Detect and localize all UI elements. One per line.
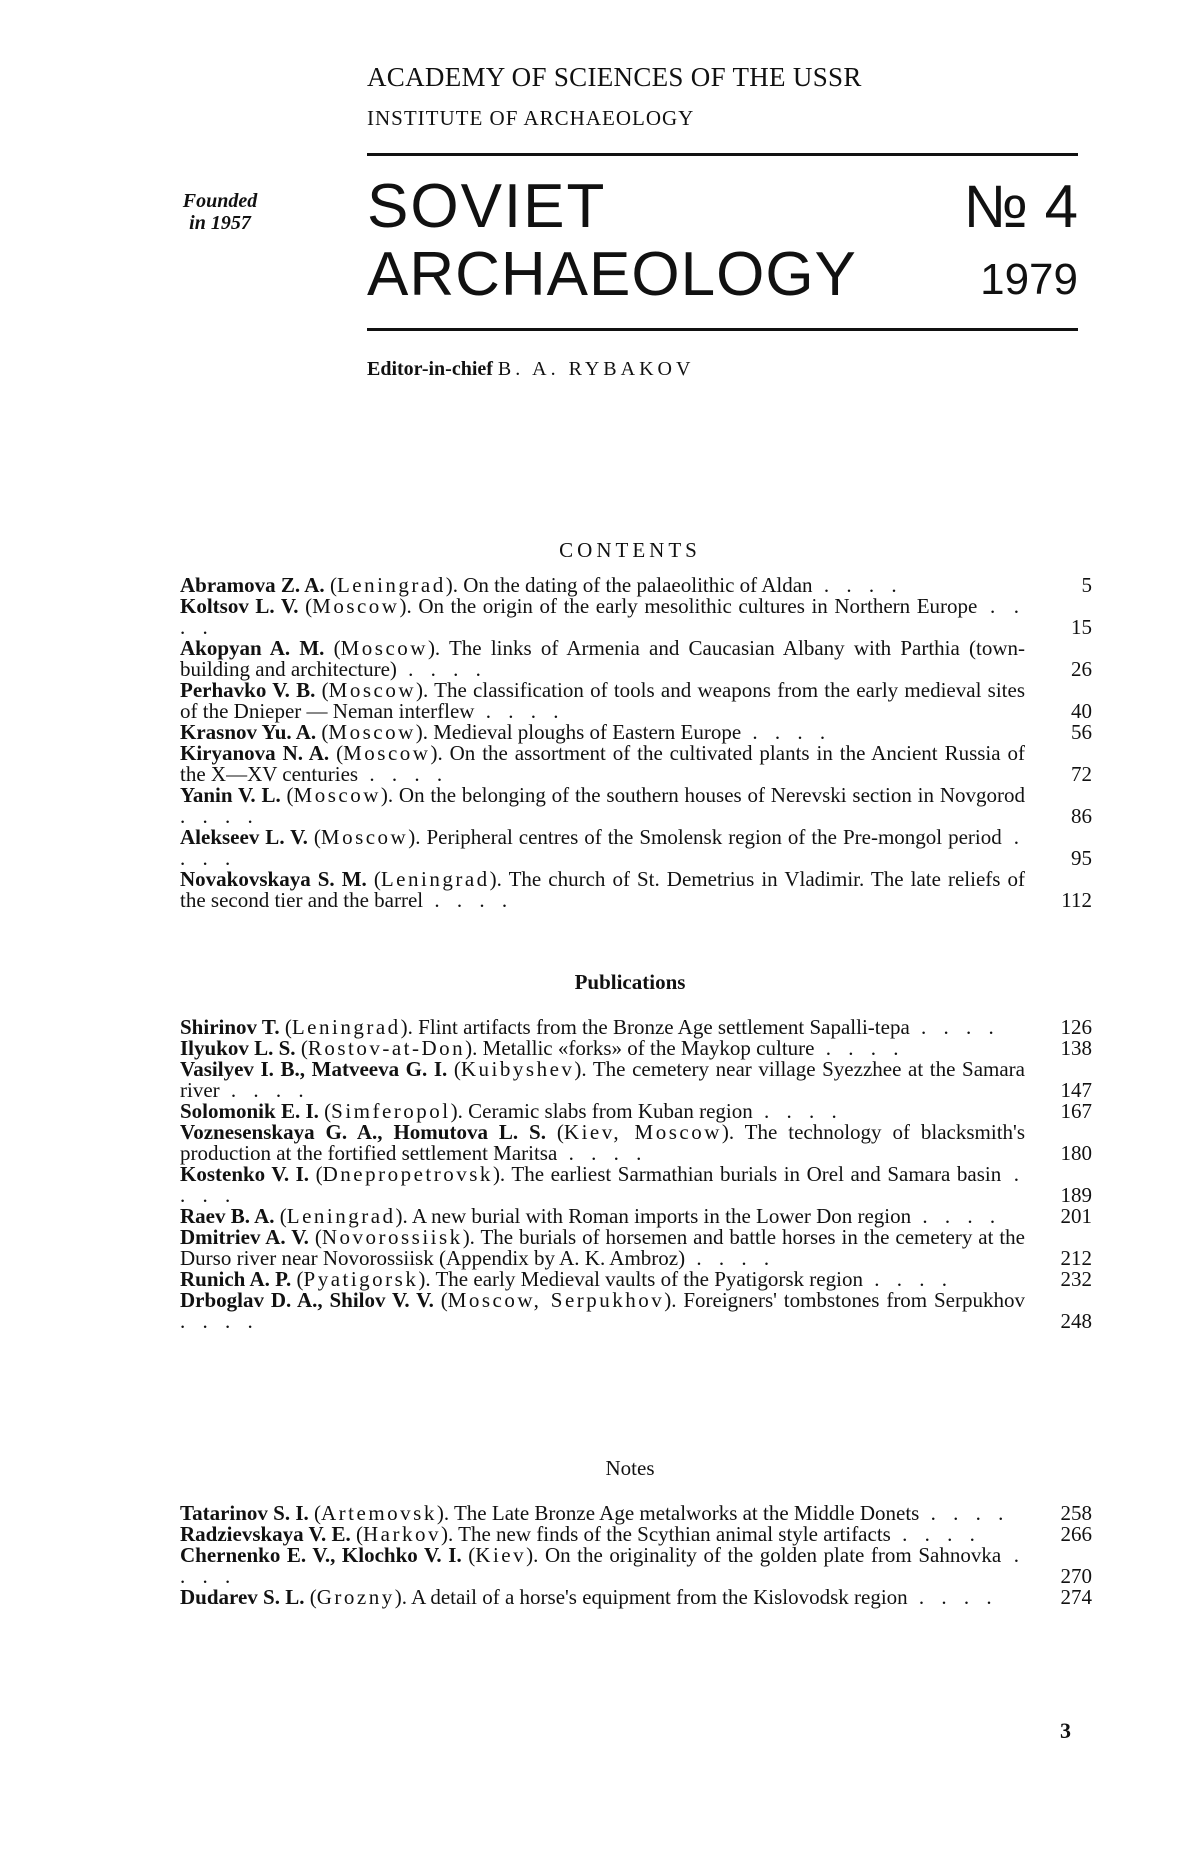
entry-city: Dnepropetrovsk — [322, 1162, 493, 1186]
entry-city: Moscow — [293, 783, 381, 807]
entry-page: 167 — [1060, 1099, 1092, 1123]
toc-entry — [180, 680, 1092, 722]
entry-page: 15 — [1071, 615, 1092, 639]
entry-title: The burials of horsemen and battle horses in the cemetery at the Durso river near Novorossiisk (Appendix by A. K. Ambroz) — [180, 1225, 1025, 1270]
entry-title: A new burial with Roman imports in the Lower Don region — [411, 1204, 912, 1228]
entry-page: 266 — [1060, 1522, 1092, 1546]
dot-leader: . . . . — [180, 1543, 1026, 1588]
entry-page: 147 — [1060, 1078, 1092, 1102]
entry-city: Moscow — [343, 741, 431, 765]
issue-year: 1979 — [980, 255, 1078, 304]
entry-city: Novorossiisk — [321, 1225, 463, 1249]
entry-author: Akopyan A. M. — [180, 636, 325, 660]
entry-text: Radzievskaya V. E. (Harkov). The new finds of the Scythian animal style artifacts . . . . — [180, 1522, 981, 1546]
entry-city: Moscow, Serpukhov — [447, 1288, 665, 1312]
journal-title-line2: ARCHAEOLOGY — [367, 240, 857, 309]
entry-city: Kiev, Moscow — [563, 1120, 722, 1144]
dot-leader: . . . . — [180, 1162, 1026, 1207]
entry-city: Harkov — [363, 1522, 441, 1546]
entry-page: 95 — [1071, 846, 1092, 870]
entry-page: 138 — [1060, 1036, 1092, 1060]
entry-text: Drboglav D. A., Shilov V. V. (Moscow, Serpukhov). Foreigners' tombstones from Serpukhov . . . . — [180, 1288, 1025, 1333]
entry-page: 274 — [1060, 1585, 1092, 1609]
publications-list — [180, 1017, 1092, 1332]
entry-title: On the belonging of the southern houses of Nerevski section in Novgorod — [398, 783, 1025, 807]
entry-city: Moscow — [320, 825, 409, 849]
entry-text: Solomonik E. I. (Simferopol). Ceramic slabs from Kuban region . . . . — [180, 1099, 843, 1123]
entry-author: Kiryanova N. A. — [180, 741, 330, 765]
entry-author: Drboglav D. A., Shilov V. V. — [180, 1288, 434, 1312]
dot-leader: . . . . — [890, 1522, 981, 1546]
toc-entry — [180, 1017, 1092, 1038]
dot-leader: . . . . — [180, 825, 1026, 870]
toc-entry — [180, 1164, 1092, 1206]
toc-entry — [180, 1059, 1092, 1101]
entry-page: 248 — [1060, 1309, 1092, 1333]
entry-text: Perhavko V. B. (Moscow). The classification of tools and weapons from the early medieval sites of the Dnieper — Neman interflew . . . . — [180, 678, 1025, 723]
entry-author: Tatarinov S. I. — [180, 1501, 309, 1525]
founded-note — [160, 190, 280, 234]
page-number: 3 — [1060, 1718, 1071, 1743]
entry-author: Raev B. A. — [180, 1204, 275, 1228]
dot-leader: . . . . — [685, 1246, 776, 1270]
entry-page: 56 — [1071, 720, 1092, 744]
toc-entry — [180, 722, 1092, 743]
entry-text: Abramova Z. A. (Leningrad). On the dating of the palaeolithic of Aldan . . . . — [180, 573, 903, 597]
entry-city: Grozny — [316, 1585, 395, 1609]
dot-leader: . . . . — [180, 594, 1026, 639]
founded-year: in 1957 — [189, 212, 251, 234]
entry-title: Metallic «forks» of the Maykop culture — [482, 1036, 815, 1060]
entry-title: A detail of a horse's equipment from the Kislovodsk region — [411, 1585, 908, 1609]
entry-text: Voznesenskaya G. A., Homutova L. S. (Kiev, Moscow). The technology of blacksmith's production at the fortified settlement Maritsa . . . . — [180, 1120, 1025, 1165]
toc-entry — [180, 1101, 1092, 1122]
entry-title: The early Medieval vaults of the Pyatigorsk region — [435, 1267, 863, 1291]
entry-page: 26 — [1071, 657, 1092, 681]
entry-title: The Late Bronze Age metalworks at the Middle Donets — [453, 1501, 920, 1525]
toc-entry — [180, 1269, 1092, 1290]
entry-city: Moscow — [328, 678, 417, 702]
entry-author: Krasnov Yu. A. — [180, 720, 317, 744]
entry-page: 86 — [1071, 804, 1092, 828]
entry-author: Abramova Z. A. — [180, 573, 325, 597]
entry-text: Chernenko E. V., Klochko V. I. (Kiev). On the originality of the golden plate from Sahnovka . . . . — [180, 1543, 1026, 1588]
editor-label: Editor-in-chief — [367, 358, 493, 380]
entry-title: Flint artifacts from the Bronze Age settlement Sapalli-tepa — [418, 1015, 910, 1039]
dot-leader: . . . . — [741, 720, 832, 744]
entry-page: 126 — [1060, 1015, 1092, 1039]
entry-text: Shirinov T. (Leningrad). Flint artifacts from the Bronze Age settlement Sapalli-tepa . . . . — [180, 1015, 1000, 1039]
editor-name: B. A. RYBAKOV — [497, 358, 695, 380]
entry-city: Moscow — [328, 720, 416, 744]
toc-entry — [180, 1038, 1092, 1059]
entry-text: Novakovskaya S. M. (Leningrad). The church of St. Demetrius in Vladimir. The late reliefs of the second tier and the barrel . . . . — [180, 867, 1025, 912]
entry-title: The earliest Sarmathian burials in Orel and Samara basin — [511, 1162, 1002, 1186]
entry-title: Medieval ploughs of Eastern Europe — [433, 720, 742, 744]
entry-text: Vasilyev I. B., Matveeva G. I. (Kuibyshev). The cemetery near village Syezzhee at the Samara river . . . . — [180, 1057, 1025, 1102]
dot-leader: . . . . — [812, 573, 903, 597]
entry-title: The church of St. Demetrius in Vladimir. The late reliefs of the second tier and the barrel — [180, 867, 1025, 912]
entry-city: Rostov-at-Don — [307, 1036, 466, 1060]
dot-leader: . . . . — [180, 1309, 259, 1333]
dot-leader: . . . . — [911, 1204, 1002, 1228]
publications-heading: Publications — [574, 970, 686, 994]
dot-leader: . . . . — [907, 1585, 998, 1609]
bottom-rule — [367, 328, 1078, 331]
entry-author: Yanin V. L. — [180, 783, 281, 807]
dot-leader: . . . . — [219, 1078, 310, 1102]
contents-heading: CONTENTS — [559, 538, 701, 562]
entry-text: Raev B. A. (Leningrad). A new burial with Roman imports in the Lower Don region . . . . — [180, 1204, 1002, 1228]
entry-city: Leningrad — [336, 573, 446, 597]
dot-leader: . . . . — [752, 1099, 843, 1123]
entry-text: Krasnov Yu. A. (Moscow). Medieval ploughs of Eastern Europe . . . . — [180, 720, 832, 744]
entry-page: 201 — [1060, 1204, 1092, 1228]
toc-entry — [180, 575, 1092, 596]
entry-page: 40 — [1071, 699, 1092, 723]
toc-entry — [180, 1227, 1092, 1269]
top-rule — [367, 153, 1078, 156]
entry-city: Kuibyshev — [460, 1057, 575, 1081]
entry-author: Perhavko V. B. — [180, 678, 316, 702]
dot-leader: . . . . — [862, 1267, 953, 1291]
entry-text: Koltsov L. V. (Moscow). On the origin of the early mesolithic cultures in Northern Europe . . . . — [180, 594, 1026, 639]
journal-title-line1: SOVIET — [367, 172, 607, 241]
entry-page: 232 — [1060, 1267, 1092, 1291]
toc-entry — [180, 785, 1092, 827]
entry-city: Simferopol — [331, 1099, 451, 1123]
toc-entry — [180, 1587, 1092, 1608]
institute-heading: INSTITUTE OF ARCHAEOLOGY — [367, 106, 695, 130]
entry-title: On the originality of the golden plate from Sahnovka — [544, 1543, 1002, 1567]
entry-title: The new finds of the Scythian animal style artifacts — [458, 1522, 891, 1546]
entry-city: Leningrad — [380, 867, 490, 891]
entry-author: Dmitriev A. V. — [180, 1225, 309, 1249]
dot-leader: . . . . — [180, 804, 259, 828]
entry-page: 112 — [1061, 888, 1092, 912]
entry-city: Pyatigorsk — [303, 1267, 419, 1291]
entry-city: Leningrad — [291, 1015, 401, 1039]
entry-author: Kostenko V. I. — [180, 1162, 310, 1186]
entry-text: Akopyan A. M. (Moscow). The links of Armenia and Caucasian Albany with Parthia (town-building and architecture) . . . . — [180, 636, 1025, 681]
toc-entry — [180, 1122, 1092, 1164]
entry-author: Shirinov T. — [180, 1015, 280, 1039]
entry-text: Tatarinov S. I. (Artemovsk). The Late Bronze Age metalworks at the Middle Donets . . . . — [180, 1501, 1010, 1525]
entry-title: The technology of blacksmith's production at the fortified settlement Maritsa — [180, 1120, 1025, 1165]
toc-entry — [180, 1290, 1092, 1332]
entry-title: On the origin of the early mesolithic cultures in Northern Europe — [418, 594, 978, 618]
entry-author: Runich A. P. — [180, 1267, 292, 1291]
entry-title: On the dating of the palaeolithic of Aldan — [463, 573, 813, 597]
entry-author: Koltsov L. V. — [180, 594, 299, 618]
dot-leader: . . . . — [557, 1141, 648, 1165]
dot-leader: . . . . — [814, 1036, 905, 1060]
entry-city: Artemovsk — [321, 1501, 437, 1525]
entry-title: The classification of tools and weapons from the early medieval sites of the Dnieper — Neman interflew — [180, 678, 1025, 723]
entry-text: Alekseev L. V. (Moscow). Peripheral centres of the Smolensk region of the Pre-mongol period . . . . — [180, 825, 1026, 870]
entry-title: Foreigners' tombstones from Serpukhov — [683, 1288, 1025, 1312]
entry-title: Ceramic slabs from Kuban region — [468, 1099, 753, 1123]
toc-entry — [180, 1545, 1092, 1587]
entry-text: Dudarev S. L. (Grozny). A detail of a horse's equipment from the Kislovodsk region . . . . — [180, 1585, 998, 1609]
entry-text: Kostenko V. I. (Dnepropetrovsk). The earliest Sarmathian burials in Orel and Samara basin . . . . — [180, 1162, 1026, 1207]
entry-author: Novakovskaya S. M. — [180, 867, 367, 891]
entry-author: Voznesenskaya G. A., Homutova L. S. — [180, 1120, 546, 1144]
dot-leader: . . . . — [474, 699, 565, 723]
academy-heading: ACADEMY OF SCIENCES OF THE USSR — [367, 62, 862, 92]
dot-leader: . . . . — [396, 657, 487, 681]
dot-leader: . . . . — [358, 762, 449, 786]
entry-page: 212 — [1060, 1246, 1092, 1270]
entry-page: 180 — [1060, 1141, 1092, 1165]
notes-heading: Notes — [605, 1456, 655, 1480]
entry-page: 72 — [1071, 762, 1092, 786]
dot-leader: . . . . — [919, 1501, 1010, 1525]
entry-title: On the assortment of the cultivated plants in the Ancient Russia of the X—XV centuries — [180, 741, 1025, 786]
entry-title: The cemetery near village Syezzhee at the Samara river — [180, 1057, 1025, 1102]
entry-text: Dmitriev A. V. (Novorossiisk). The burials of horsemen and battle horses in the cemetery at the Durso river near Novorossiisk (Appendix by A. K. Ambroz) . . . . — [180, 1225, 1025, 1270]
toc-entry — [180, 869, 1092, 911]
entry-page: 5 — [1081, 573, 1092, 597]
notes-list — [180, 1503, 1092, 1608]
dot-leader: . . . . — [423, 888, 514, 912]
toc-entry — [180, 827, 1092, 869]
entry-city: Kiev — [475, 1543, 527, 1567]
entry-city: Moscow — [312, 594, 400, 618]
entry-author: Dudarev S. L. — [180, 1585, 305, 1609]
entry-author: Chernenko E. V., Klochko V. I. — [180, 1543, 462, 1567]
entry-author: Solomonik E. I. — [180, 1099, 319, 1123]
toc-entry — [180, 1503, 1092, 1524]
toc-entry — [180, 1524, 1092, 1545]
editor-line — [367, 358, 694, 381]
entry-author: Alekseev L. V. — [180, 825, 308, 849]
entry-page: 258 — [1060, 1501, 1092, 1525]
issue-number: № 4 — [963, 173, 1078, 240]
entry-author: Radzievskaya V. E. — [180, 1522, 351, 1546]
contents-list — [180, 575, 1092, 911]
entry-author: Vasilyev I. B., Matveeva G. I. — [180, 1057, 448, 1081]
entry-title: Peripheral centres of the Smolensk region of the Pre-mongol period — [426, 825, 1002, 849]
toc-entry — [180, 1206, 1092, 1227]
toc-entry — [180, 596, 1092, 638]
dot-leader: . . . . — [909, 1015, 1000, 1039]
toc-entry — [180, 743, 1092, 785]
entry-text: Yanin V. L. (Moscow). On the belonging of the southern houses of Nerevski section in Novgorod . . . . — [180, 783, 1025, 828]
entry-text: Kiryanova N. A. (Moscow). On the assortment of the cultivated plants in the Ancient Russia of the X—XV centuries . . . . — [180, 741, 1025, 786]
entry-author: Ilyukov L. S. — [180, 1036, 296, 1060]
founded-label: Founded — [182, 190, 258, 212]
entry-title: The links of Armenia and Caucasian Albany with Parthia (town-building and architecture) — [180, 636, 1025, 681]
entry-page: 270 — [1060, 1564, 1092, 1588]
entry-text: Ilyukov L. S. (Rostov-at-Don). Metallic «forks» of the Maykop culture . . . . — [180, 1036, 905, 1060]
entry-city: Moscow — [340, 636, 428, 660]
entry-text: Runich A. P. (Pyatigorsk). The early Medieval vaults of the Pyatigorsk region . . . . — [180, 1267, 953, 1291]
toc-entry — [180, 638, 1092, 680]
entry-city: Leningrad — [286, 1204, 396, 1228]
entry-page: 189 — [1060, 1183, 1092, 1207]
